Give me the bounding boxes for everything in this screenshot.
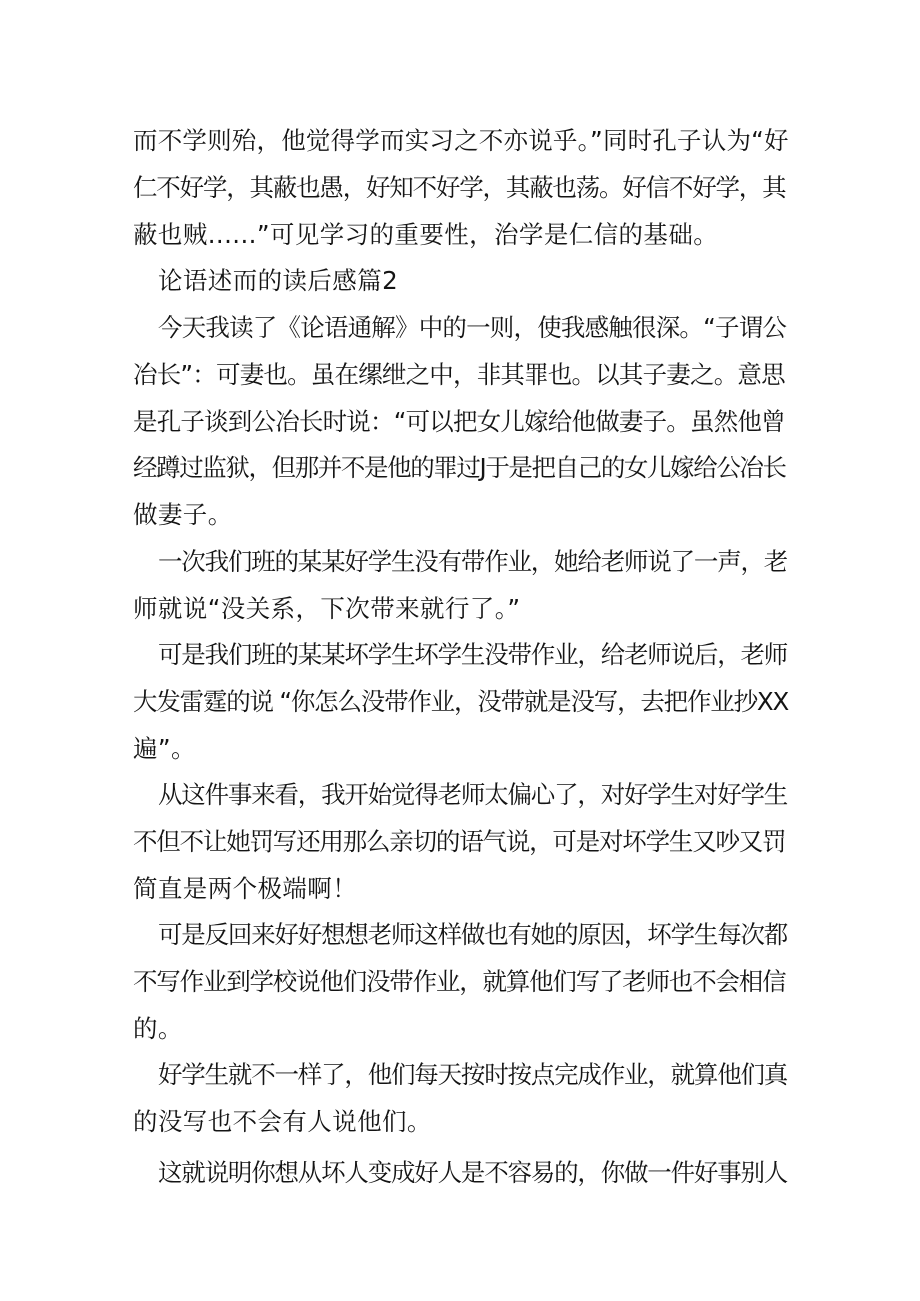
text-line: 经蹲过监狱，但那并不是他的罪过J于是把自己的女儿嫁给公冶长 bbox=[133, 453, 786, 482]
text-line: 做妻子。 bbox=[133, 500, 233, 529]
text-line: 的没写也不会有人说他们。 bbox=[133, 1107, 432, 1136]
text-line: 是孔子谈到公冶长时说：“可以把女儿嫁给他做妻子。虽然他曾 bbox=[133, 407, 785, 436]
text-line: 不但不让她罚写还用那么亲切的语气说，可是对坏学生又吵又罚 bbox=[133, 827, 786, 856]
text-line: 遍”。 bbox=[133, 734, 196, 763]
text-line: 大发雷霆的说 “你怎么没带作业，没带就是没写，去把作业抄XX bbox=[133, 687, 789, 716]
text-line: 可是反回来好好想想老师这样做也有她的原因，坏学生每次都 bbox=[158, 920, 788, 949]
text-line: 从这件事来看，我开始觉得老师太偏心了，对好学生对好学生 bbox=[158, 780, 788, 809]
text-line: 简直是两个极端啊！ bbox=[133, 874, 358, 903]
section-heading: 论语述而的读后感篇2 bbox=[158, 266, 399, 295]
text-line: 可是我们班的某某坏学生坏学生没带作业，给老师说后，老师 bbox=[158, 640, 788, 669]
text-line: 师就说“没关系，下次带来就行了。” bbox=[133, 594, 521, 623]
text-line: 这就说明你想从坏人变成好人是不容易的，你做一件好事别人 bbox=[158, 1158, 788, 1187]
text-line: 不写作业到学校说他们没带作业，就算他们写了老师也不会相信 bbox=[133, 967, 786, 996]
text-line: 好学生就不一样了，他们每天按时按点完成作业，就算他们真 bbox=[158, 1060, 788, 1089]
text-line: 今天我读了《论语通解》中的一则，使我感触很深。“子谓公 bbox=[158, 313, 787, 342]
text-line: 而不学则殆，他觉得学而实习之不亦说乎。”同时孔子认为“好 bbox=[133, 126, 789, 155]
text-line: 蔽也贼......”可见学习的重要性，治学是仁信的基础。 bbox=[133, 220, 719, 249]
text-line: 冶长”：可妻也。虽在缧绁之中，非其罪也。以其子妻之。意思 bbox=[133, 360, 785, 389]
text-line: 的。 bbox=[133, 1014, 183, 1043]
text-line: 一次我们班的某某好学生没有带作业，她给老师说了一声，老 bbox=[158, 547, 788, 576]
text-line: 仁不好学，其蔽也愚，好知不好学，其蔽也荡。好信不好学，其 bbox=[133, 173, 786, 202]
